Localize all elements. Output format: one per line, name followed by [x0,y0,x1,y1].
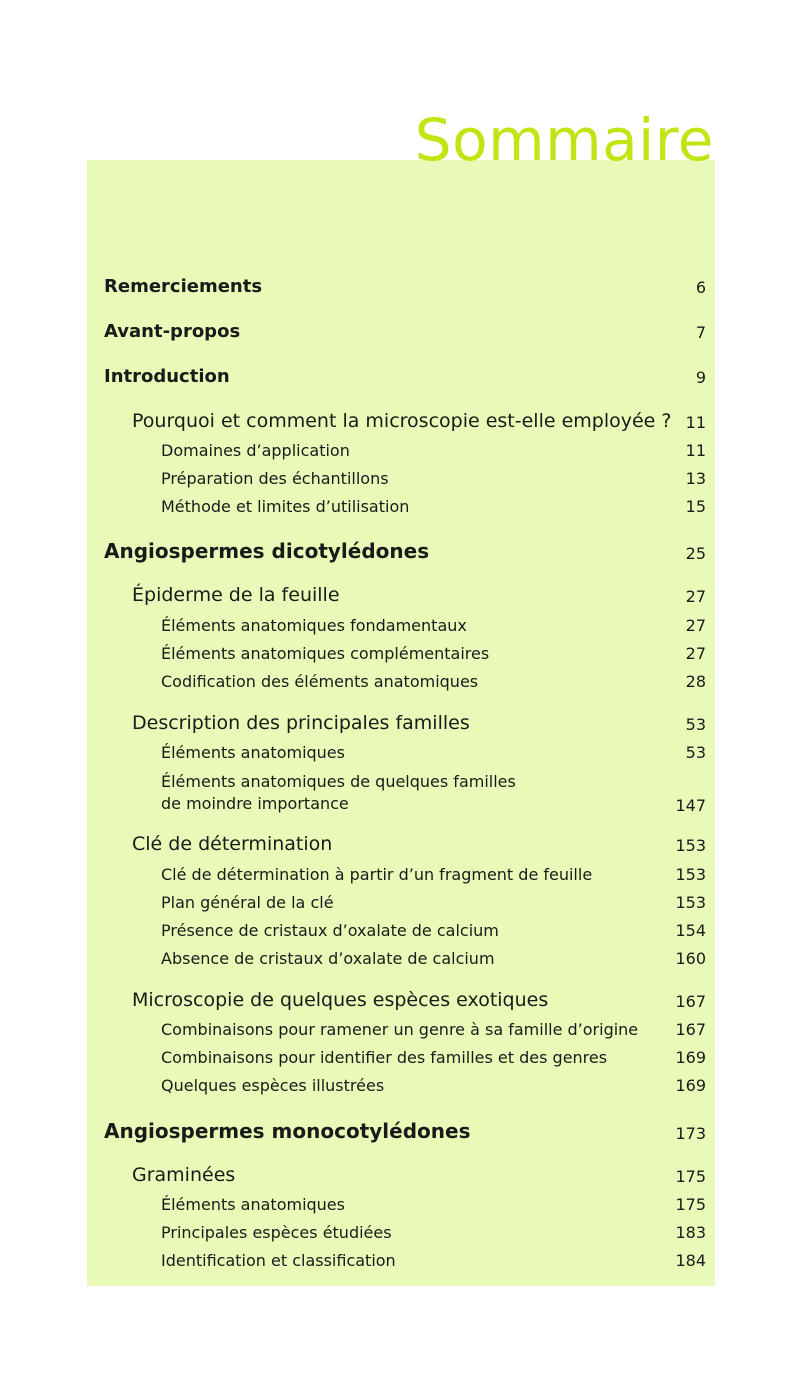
toc-entry-title: Combinaisons pour ramener un genre à sa famille d’origine [161,1020,639,1039]
toc-entry-title: Plan général de la clé [161,893,334,912]
toc-entry-title: Préparation des échantillons [161,469,389,488]
toc-entry-methode[interactable] [161,497,706,516]
toc-entry-page: 9 [695,368,706,387]
toc-entry-title: Éléments anatomiques fondamentaux [161,616,467,635]
toc-entry-page: 53 [685,743,706,762]
toc-entry-title-line: Éléments anatomiques de quelques familles [161,772,516,791]
toc-entry-combinaisons-genre[interactable] [161,1020,706,1039]
toc-entry-title: Domaines d’application [161,441,350,460]
toc-entry-graminees-elements[interactable] [161,1195,706,1214]
toc-entry-monocotyledones[interactable] [104,1119,706,1143]
toc-entry-elements-complementaires[interactable] [161,644,706,663]
toc-entry-avant-propos[interactable] [104,321,706,342]
toc-entry-page: 173 [675,1124,706,1143]
toc-entry-title: Éléments anatomiques [161,1195,345,1214]
toc-entry-page: 183 [675,1223,706,1242]
toc-entry-page: 25 [685,544,706,563]
toc-entry-title: Codification des éléments anatomiques [161,672,479,691]
toc-entry-title: Pourquoi et comment la microscopie est-elle employée ? [132,410,672,432]
toc-entry-title: Graminées [132,1164,236,1186]
toc-entry-title: Clé de détermination [132,833,333,855]
toc-entry-domaines[interactable] [161,441,706,460]
toc-entry-title: Méthode et limites d’utilisation [161,497,410,516]
toc-entry-page: 167 [675,992,706,1011]
toc-entry-cle[interactable] [132,833,706,855]
toc-entry-page: 15 [685,497,706,516]
toc-entry-epiderme[interactable] [132,584,706,606]
toc-entry-elements-anatomiques[interactable] [161,743,706,762]
toc-entry-title: Angiospermes monocotylédones [104,1119,471,1143]
toc-entry-page: 27 [685,587,706,606]
toc-entry-title: Principales espèces étudiées [161,1223,392,1242]
toc-entry-title: Clé de détermination à partir d’un fragment de feuille [161,865,593,884]
toc-entry-title: Épiderme de la feuille [132,584,340,606]
toc-entry-page: 169 [675,1076,706,1095]
toc-entry-graminees[interactable] [132,1164,706,1186]
toc-entry-cle-fragment[interactable] [161,865,706,884]
toc-entry-page: 53 [685,715,706,734]
toc-entry-title: Éléments anatomiques [161,743,345,762]
toc-entry-identification[interactable] [161,1251,706,1270]
toc-entry-title: Remerciements [104,276,263,297]
toc-entry-page: 11 [685,413,706,432]
toc-entry-title: Quelques espèces illustrées [161,1076,385,1095]
toc-entry-page: 153 [675,836,706,855]
toc-entry-title: Angiospermes dicotylédones [104,539,430,563]
toc-entry-principales-especes[interactable] [161,1223,706,1242]
toc-entry-page: 175 [675,1167,706,1186]
toc-entry-page: 160 [675,949,706,968]
toc-entry-title: Avant-propos [104,321,241,342]
toc-entry-absence[interactable] [161,949,706,968]
toc-entry-page: 167 [675,1020,706,1039]
toc-entry-microscopie[interactable] [132,989,706,1011]
toc-entry-title: Absence de cristaux d’oxalate de calcium [161,949,495,968]
toc-entry-elements-fondamentaux[interactable] [161,616,706,635]
toc-entry-page: 175 [675,1195,706,1214]
toc-entry-page: 169 [675,1048,706,1067]
toc-entry-page: 7 [695,323,706,342]
toc-entry-title: Éléments anatomiques complémentaires [161,644,490,663]
toc-entry-page: 6 [695,278,706,297]
toc-entry-page: 13 [685,469,706,488]
toc-entry-title-line: de moindre importance [161,794,349,813]
toc-entry-quelques-familles[interactable] [161,771,706,815]
toc-entry-title [161,771,516,815]
toc-entry-remerciements[interactable] [104,276,706,297]
toc-entry-page: 184 [675,1251,706,1270]
toc-entry-page: 27 [685,616,706,635]
page-title: Sommaire [414,106,714,174]
toc-entry-title: Microscopie de quelques espèces exotiques [132,989,549,1011]
toc-entry-plan[interactable] [161,893,706,912]
toc-entry-page: 11 [685,441,706,460]
toc-entry-title: Combinaisons pour identifier des familles et des genres [161,1048,608,1067]
toc-entry-description[interactable] [132,712,706,734]
toc-entry-especes-illustrees[interactable] [161,1076,706,1095]
toc-entry-page: 28 [685,672,706,691]
toc-entry-presence[interactable] [161,921,706,940]
toc-entry-introduction[interactable] [104,366,706,387]
toc-entry-page: 153 [675,893,706,912]
toc-entry-pourquoi[interactable] [132,410,706,432]
toc-entry-combinaisons-identifier[interactable] [161,1048,706,1067]
toc-entry-title: Introduction [104,366,230,387]
toc-entry-codification[interactable] [161,672,706,691]
toc-entry-title: Identification et classification [161,1251,396,1270]
toc-entry-page: 153 [675,865,706,884]
toc-entry-page: 154 [675,921,706,940]
toc-entry-page: 27 [685,644,706,663]
toc-entry-title: Description des principales familles [132,712,470,734]
toc-entry-page: 147 [675,796,706,815]
toc-entry-dicotyledones[interactable] [104,539,706,563]
toc-entry-title: Présence de cristaux d’oxalate de calcium [161,921,499,940]
toc-entry-preparation[interactable] [161,469,706,488]
